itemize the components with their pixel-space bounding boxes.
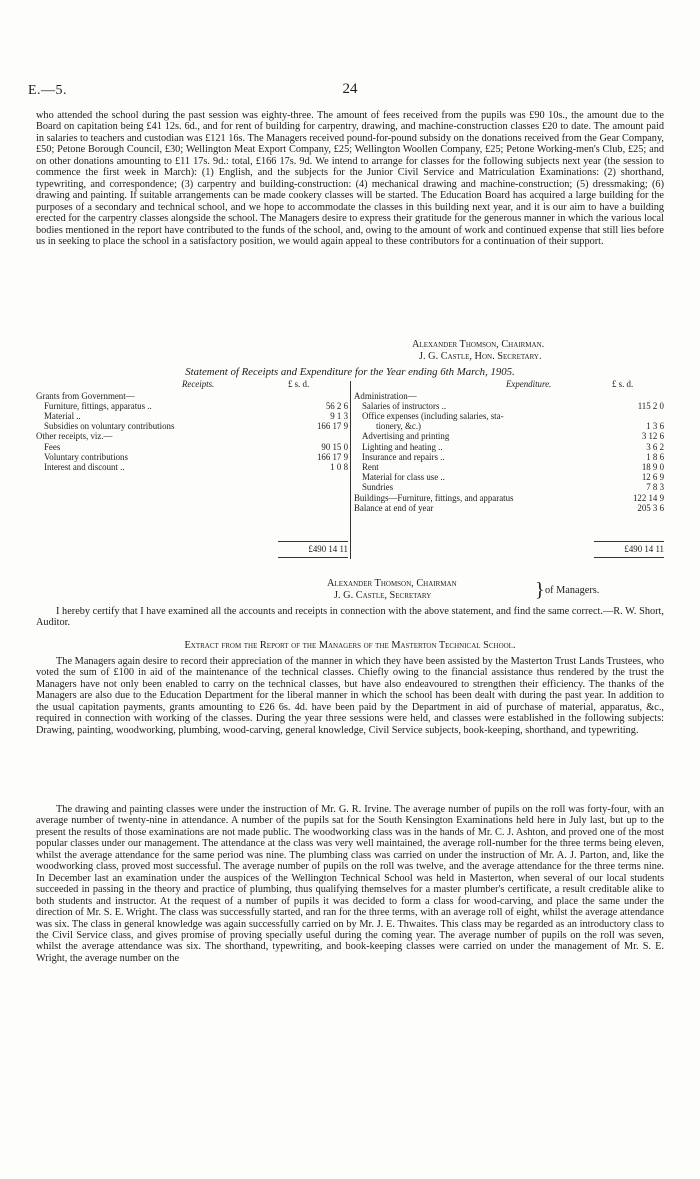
expenditure-row: Lighting and heating .. (362, 442, 443, 452)
receipts-currency-heading: £ s. d. (288, 379, 310, 389)
expenditure-amount: 205 3 6 (637, 503, 664, 513)
expenditure-row: tionery, &c.) (376, 421, 422, 431)
receipt-row: Other receipts, viz.— (36, 431, 113, 441)
receipt-amount: 166 17 9 (316, 421, 348, 431)
expenditure-currency-heading: £ s. d. (612, 379, 634, 389)
expenditure-heading: Expenditure. (506, 379, 552, 389)
masterton-paragraph-1: The Managers again desire to record their appreciation of the manner in which they have been assisted by the Masterton Trust Lands Trustees, who voted the sum of £100 in aid of the maintenance of the technical classes. Chiefly owing to the financial assistance thus rendered by the trust the Managers have not only been enabled to carry on the technical classes, but have also endeavoured to strengthen their efficiency. The thanks of the Managers are also due to the Education Department for the liberal manner in which the school has been dealt with during the past year. In addition to the usual capitation payments, grants amounting to £26 6s. 4d. have been paid by the Department in aid of purchase of material, apparatus, &c., required in connection with working of the classes. During the year three sessions were held, and classes were established in the following subjects: Drawing, painting, woodworking, plumbing, wood-carving, general knowledge, Civil Service subjects, book-keeping, shorthand, and typewriting. (36, 656, 664, 736)
intro-paragraph: who attended the school during the past session was eighty-three. The amount of fees received from the pupils was £90 10s., the amount due to the Board on capitation being £41 12s. 6d., and for rent of building for carpentry, drawing, and machine-construction classes £20 to date. The amount paid in salaries to teachers and custodian was £121 16s. The Managers received pound-for-pound subsidy on the donations received from the Gear Company, £50; Petone Borough Council, £30; Wellington Meat Export Company, £25; Wellington Woollen Company, £25; Petone Working-men's Club, £25; and on other donations amounting to £11 17s. 9d.: total, £166 17s. 9d. We intend to arrange for classes for the following subjects next year (the session to commence the first week in March): (1) English, and the subjects for the Junior Civil Service and Matriculation Examinations: (2) shorthand, typewriting, and correspondence; (3) carpentry and building-construction: (4) mechanical drawing and machine-construction; (5) dressmaking; (6) drawing and painting. If suitable arrangements can be made cookery classes will be started. The Education Board has acquired a large building for the purposes of a secondary and technical school, and we hope to accommodate the classes in this building next year, and it is our aim to have a building erected for the carpentry classes alongside the school. The Managers desire to express their gratitude for the generous manner in which the various local bodies mentioned in the report have contributed to the funds of the school, and, owing to the amount of work and continued expense that still lies before us in seeking to place the school in a satisfactory position, we would again appeal to these contributors for a continuation of their support. (36, 110, 664, 247)
expenditure-amount: 1 8 6 (646, 452, 664, 462)
expenditure-amount: 7 8 3 (646, 482, 664, 492)
signature-block (412, 339, 544, 362)
expenditure-row: Salaries of instructors .. (362, 401, 447, 411)
receipt-row: Interest and discount .. (44, 462, 125, 472)
receipt-row: Voluntary contributions (44, 452, 128, 462)
receipt-row: Material .. (44, 411, 81, 421)
receipts-total: £490 14 11 (308, 544, 348, 554)
managers-suffix: of Managers. (545, 585, 600, 596)
receipt-amount: 56 2 6 (325, 401, 348, 411)
expenditure-total-underline (594, 557, 664, 558)
expenditure-row: Material for class use .. (362, 472, 445, 482)
expenditure-row: Insurance and repairs .. (362, 452, 445, 462)
expenditure-amount: 122 14 9 (632, 493, 664, 503)
expenditure-amount: 12 6 9 (641, 472, 664, 482)
receipts-total-underline (278, 557, 348, 558)
receipts-heading: Receipts. (182, 379, 215, 389)
receipts-total-rule (278, 541, 348, 542)
receipt-amount: 90 15 0 (321, 442, 348, 452)
receipt-amount: 166 17 9 (316, 452, 348, 462)
brace-glyph: } (535, 579, 545, 601)
receipt-row: Subsidies on voluntary contributions (44, 421, 175, 431)
page-number: 24 (342, 81, 358, 97)
receipt-row: Furniture, fittings, apparatus .. (44, 401, 152, 411)
receipt-amount: 1 0 8 (330, 462, 348, 472)
expenditure-row: Administration— (354, 391, 417, 401)
managers-signature-block (327, 578, 600, 601)
expenditure-amount: 3 12 6 (641, 431, 664, 441)
expenditure-row: Advertising and printing (362, 431, 450, 441)
column-divider (350, 381, 351, 559)
auditor-certification: I hereby certify that I have examined all the accounts and receipts in connection with the above statement, and find the same correct.—R. W. Short, Auditor. (36, 606, 664, 629)
statement-title: Statement of Receipts and Expenditure for the Year ending 6th March, 1905. (185, 366, 515, 378)
expenditure-row: Rent (362, 462, 379, 472)
expenditure-row: Buildings—Furniture, fittings, and apparatus (354, 493, 514, 503)
expenditure-amount: 115 2 0 (637, 401, 664, 411)
managers-secretary: J. G. Castle, Secretary (334, 589, 432, 601)
extract-heading: Extract from the Report of the Managers of the Masterton Technical School. (184, 640, 516, 651)
expenditure-amount: 3 6 2 (646, 442, 664, 452)
signature-secretary: J. G. Castle, Hon. Secretary. (419, 350, 542, 362)
expenditure-amount: 18 9 0 (641, 462, 664, 472)
expenditure-total-rule (594, 541, 664, 542)
expenditure-row: Balance at end of year (354, 503, 434, 513)
managers-chairman: Alexander Thomson, Chairman (327, 578, 457, 589)
expenditure-amount: 1 3 6 (646, 421, 664, 431)
receipt-amount: 9 1 3 (330, 411, 348, 421)
signature-chairman: Alexander Thomson, Chairman. (412, 339, 545, 350)
expenditure-row: Sundries (362, 482, 394, 492)
receipt-row: Fees (44, 442, 61, 452)
receipt-row: Grants from Government— (36, 391, 135, 401)
report-code: E.—5. (28, 83, 68, 98)
expenditure-row: Office expenses (including salaries, sta- (362, 411, 504, 421)
expenditure-total: £490 14 11 (624, 544, 664, 554)
masterton-paragraph-2: The drawing and painting classes were under the instruction of Mr. G. R. Irvine. The average number of pupils on the roll was forty-four, with an average number of twenty-nine in attendance. A number of the pupils sat for the South Kensington Examinations held here in July last, but up to the present the results of those examinations are not made public. The woodworking class was in the hands of Mr. C. J. Ashton, and proved one of the most popular classes under our management. The attendance at the class was very well maintained, the average roll-number for the three terms being eleven, whilst the average attendance for the same period was nine. The plumbing class was carried on under the instruction of Mr. A. J. Parton, and, like the woodworking class, proved most successful. The average number of pupils on the roll was twelve, and the average attendance for the three terms nine. In December last an examination under the auspices of the Wellington Technical School was held in Masterton, when several of our local students succeeded in passing in the theory and practice of plumbing, thus qualifying themselves for a master plumber's certificate, a result creditable alike to both students and instructor. At the request of a number of pupils it was decided to form a class for wood-carving, and place the same under the direction of Mr. S. E. Wright. The class was successfully started, and ran for the three terms, with an average roll of eight, whilst the average attendance was six. The class in general knowledge was again successfully carried on by Mr. J. E. Thwaites. This class may be regarded as an introductory class to the Civil Service class, and gives promise of proving specially useful during the coming year. The average number of pupils on the roll was seven, whilst the average attendance was six. The shorthand, typewriting, and book-keeping classes were carried on under the management of Mr. S. E. Wright, the average number on the (36, 804, 664, 964)
